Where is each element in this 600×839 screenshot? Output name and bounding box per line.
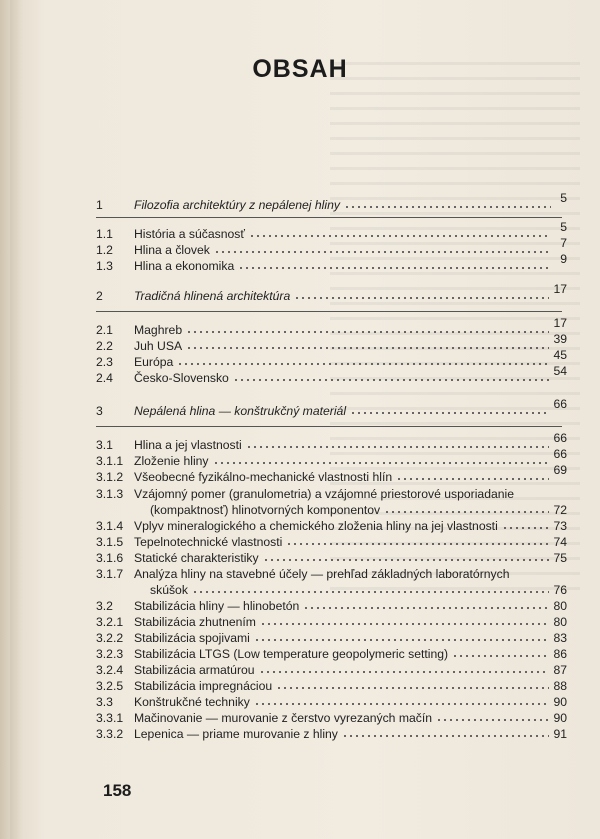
leader-dots (213, 462, 549, 464)
toc-entry-title: Hlina a človek (134, 243, 210, 257)
leader-dots (276, 687, 549, 689)
toc-entry (0, 518, 600, 534)
toc-entry-page: 66 (553, 431, 567, 445)
leader-dots (286, 543, 549, 545)
toc-entry-page: 90 (553, 711, 567, 725)
toc-entry-title: Hlina a ekonomika (134, 259, 235, 273)
toc-entry (0, 550, 600, 566)
toc-entry-title: Tepelnotechnické vlastnosti (134, 535, 283, 549)
toc-entry-number: 2.1 (96, 323, 113, 337)
toc-entry-number: 3 (96, 404, 103, 418)
toc-entry-title: Stabilizácia hliny — hlinobetón (134, 599, 300, 613)
toc-entry-number: 3.2.4 (96, 663, 124, 677)
toc-entry (0, 726, 600, 742)
toc-entry-title: Stabilizácia spojivami (134, 631, 250, 645)
toc-entry (0, 252, 600, 274)
toc-entry-page: 5 (560, 191, 567, 205)
toc-entry (0, 447, 600, 469)
toc-entry-number: 3.3 (96, 695, 113, 709)
toc-entry (0, 662, 600, 678)
toc-entry-page: 80 (553, 599, 567, 613)
toc-entry-title: Stabilizácia zhutnením (134, 615, 256, 629)
toc-entry-page: 73 (553, 519, 567, 533)
toc-entry-page: 80 (553, 615, 567, 629)
toc-entry-title: Stabilizácia armatúrou (134, 663, 255, 677)
toc-entry (0, 191, 600, 213)
toc-entry-title: Vzájomný pomer (granulometria) a vzájomné priestorové usporiadanie (134, 487, 515, 501)
toc-entry-page: 75 (553, 551, 567, 565)
leader-dots (249, 235, 549, 237)
page-number: 158 (103, 781, 132, 800)
leader-dots (452, 655, 549, 657)
toc-entry-number: 1.3 (96, 259, 113, 273)
toc-entry-number: 1.1 (96, 227, 113, 241)
toc-entry (0, 220, 600, 242)
toc-entry-title: História a súčasnosť (134, 227, 245, 241)
page-title: OBSAH (252, 55, 348, 83)
toc-entry (0, 534, 600, 550)
toc-entry-title: Maghreb (134, 323, 183, 337)
toc-entry-page: 66 (553, 447, 567, 461)
toc-entry-title: Vplyv mineralogického a chemického zloženia hliny na jej vlastnosti (134, 519, 498, 533)
toc-entry-page: 88 (553, 679, 567, 693)
toc-entry-title: Zloženie hliny (134, 454, 209, 468)
toc-entry-page: 17 (553, 316, 567, 330)
toc-entry-number: 1 (96, 198, 103, 212)
toc-entry-title: Stabilizácia impregnáciou (134, 679, 273, 693)
toc-entry-title: Statické charakteristiky (134, 551, 259, 565)
leader-dots (254, 639, 549, 641)
toc-entry-title: skúšok (150, 583, 188, 597)
toc-entry-number: 3.2.1 (96, 615, 124, 629)
toc-entry-number: 2.4 (96, 371, 113, 385)
toc-entry (0, 282, 600, 304)
toc-entry-page: 66 (553, 397, 567, 411)
leader-dots (342, 735, 549, 737)
toc-entry-title: Mačinovanie — murovanie z čerstvo vyrezaných mačín (134, 711, 433, 725)
toc-entry-number: 3.2.3 (96, 647, 124, 661)
toc-entry-number: 3.1.6 (96, 551, 124, 565)
toc-entry-title: Všeobecné fyzikálno-mechanické vlastnosti hlín (134, 470, 393, 484)
toc-entry-page: 5 (560, 220, 567, 234)
leader-dots (502, 527, 549, 529)
toc-entry (0, 397, 600, 419)
toc-entry-title: Juh USA (134, 339, 183, 353)
toc-entry (0, 364, 600, 386)
toc-entry-page: 54 (553, 364, 567, 378)
toc-entry (0, 348, 600, 370)
toc-entry-title: Česko-Slovensko (134, 371, 229, 385)
toc-entry-number: 2.3 (96, 355, 113, 369)
toc-entry-page: 45 (553, 348, 567, 362)
toc-entry-number: 3.2.2 (96, 631, 124, 645)
toc-entry-page: 90 (553, 695, 567, 709)
leader-dots (177, 363, 549, 365)
toc-entry-page: 17 (553, 282, 567, 296)
toc-entry-title: Nepálená hlina — konštrukčný materiál (134, 404, 347, 418)
toc-entry (0, 236, 600, 258)
leader-dots (259, 671, 549, 673)
leader-dots (214, 251, 549, 253)
toc-entry (0, 566, 600, 582)
toc-entry-title: Filozofia architektúry z nepálenej hliny (134, 198, 340, 212)
toc-entry-title: Konštrukčné techniky (134, 695, 250, 709)
toc-entry-number: 3.1 (96, 438, 113, 452)
leader-dots (238, 267, 549, 269)
toc-entry-page: 83 (553, 631, 567, 645)
toc-entry-page: 9 (560, 252, 567, 266)
toc-entry (0, 582, 600, 598)
leader-dots (436, 719, 549, 721)
toc-entry-number: 3.1.1 (96, 454, 124, 468)
leader-dots (350, 412, 549, 414)
toc-entry-page: 76 (553, 583, 567, 597)
toc-entry-page: 72 (553, 503, 567, 517)
toc-entry-number: 3.3.1 (96, 711, 124, 725)
toc-entry (0, 431, 600, 453)
toc-entry-page: 91 (553, 727, 567, 741)
toc-entry-page: 39 (553, 332, 567, 346)
leader-dots (384, 511, 549, 513)
toc-entry-title: Hlina a jej vlastnosti (134, 438, 242, 452)
toc-entry (0, 463, 600, 485)
toc-entry-page: 7 (560, 236, 567, 250)
toc-entry-number: 3.1.5 (96, 535, 124, 549)
leader-dots (344, 206, 551, 208)
toc-entry-number: 2.2 (96, 339, 113, 353)
leader-dots (186, 347, 549, 349)
section-divider (96, 426, 562, 427)
toc-entry-number: 3.1.7 (96, 567, 124, 581)
toc-entry (0, 710, 600, 726)
toc-entry-number: 3.1.3 (96, 487, 124, 501)
toc-entry-number: 1.2 (96, 243, 113, 257)
toc-entry-page: 74 (553, 535, 567, 549)
leader-dots (186, 331, 549, 333)
toc-entry-number: 2 (96, 289, 103, 303)
toc-entry-page: 69 (553, 463, 567, 477)
toc-entry-title: (kompaktnosť) hlinotvorných komponentov (150, 503, 381, 517)
toc-entry-title: Stabilizácia LTGS (Low temperature geopolymeric setting) (134, 647, 449, 661)
leader-dots (192, 591, 549, 593)
leader-dots (303, 607, 549, 609)
toc-entry (0, 678, 600, 694)
toc-entry-page: 86 (553, 647, 567, 661)
toc-entry (0, 694, 600, 710)
toc-entry-number: 3.1.4 (96, 519, 124, 533)
leader-dots (294, 297, 549, 299)
toc-entry (0, 598, 600, 614)
toc-entry-title: Európa (134, 355, 174, 369)
toc-entry (0, 332, 600, 354)
toc-entry (0, 614, 600, 630)
toc-entry (0, 646, 600, 662)
toc-entry-number: 3.2 (96, 599, 113, 613)
toc-entry-number: 3.2.5 (96, 679, 124, 693)
leader-dots (254, 703, 549, 705)
leader-dots (396, 478, 549, 480)
toc-entry-title: Lepenica — priame murovanie z hliny (134, 727, 338, 741)
toc-entry (0, 630, 600, 646)
toc-entry (0, 486, 600, 502)
toc-entry-title: Tradičná hlinená architektúra (134, 289, 291, 303)
toc-entry-title: Analýza hliny na stavebné účely — prehľad základných laboratórnych (134, 567, 510, 581)
leader-dots (260, 623, 549, 625)
section-divider (96, 217, 562, 218)
toc-entry (0, 502, 600, 518)
toc-entry-number: 3.3.2 (96, 727, 124, 741)
toc-entry-number: 3.1.2 (96, 470, 124, 484)
section-divider (96, 311, 562, 312)
leader-dots (233, 379, 549, 381)
leader-dots (246, 446, 549, 448)
toc-entry (0, 316, 600, 338)
toc-entry-page: 87 (553, 663, 567, 677)
leader-dots (263, 559, 549, 561)
